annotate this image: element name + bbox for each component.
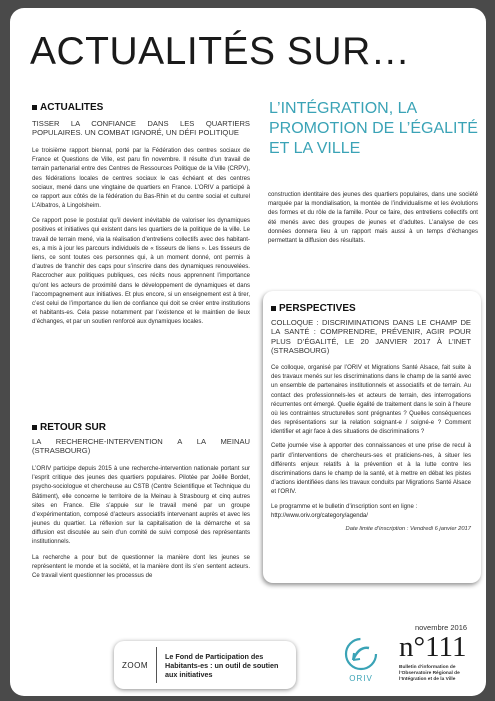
issue-month: novembre 2016 <box>414 623 468 632</box>
registration-deadline: Date limite d’inscription : Vendredi 6 janvier 2017 <box>345 525 471 532</box>
actualites-heading <box>32 102 250 113</box>
continuation-paragraph: construction identitaire des jeunes des quartiers populaires, dans une société marquée par la mondialisation, la montée de l’individualisme et les évolutions des formes et du rôle de la famille. Pour ce faire, des entretiens collectifs ont été menés avec des groupes de jeunes et d’adultes. L’analyse de ces données donnera lieu à un rapport mais aussi à un temps d’échanges permettant la diffusion des résultats. <box>268 192 478 244</box>
actualites-heading-label: ACTUALITES <box>40 102 104 113</box>
issue-info <box>399 623 483 684</box>
issue-number: n°111 <box>399 631 467 663</box>
actualites-paragraph-1: Le troisième rapport biennal, porté par la Fédération des centres sociaux de France et Questions de Ville, est paru fin novembre. Il résulte d’un travail de terrain partenarial entre des Centres de Ressources Politique de la Ville (CRPV), des fédérations locales de centres sociaux le cas échéant et des centres sociaux, mené dans une vingtaine de quartiers en France. L’ORIV a participé à ce rapport aux côtés de la fédération du Bas-Rhin et du centre social et culturel L’Albatros, à Lingolsheim. <box>32 147 250 210</box>
zoom-box <box>114 641 296 689</box>
actualites-section <box>32 102 250 334</box>
perspectives-heading-label: PERSPECTIVES <box>279 303 356 314</box>
agenda-link[interactable]: http://www.oriv.org/category/agenda/ <box>271 512 368 519</box>
bullet-square-icon <box>32 425 37 430</box>
zoom-divider <box>156 647 157 683</box>
perspectives-subheading: COLLOQUE : DISCRIMINATIONS DANS LE CHAMP DE LA SANTÉ : COMPRENDRE, PRÉVENIR, AGIR POUR PLUS D’ÉGALITÉ, LE 20 JANVIER 2017 À L’INET (STRASBOURG) <box>271 318 471 356</box>
oriv-logo <box>333 634 389 692</box>
program-text: Le programme et le bulletin d’inscription sont en ligne : <box>271 503 418 510</box>
retour-heading-label: RETOUR SUR <box>40 422 106 433</box>
perspectives-paragraph-3 <box>271 503 471 521</box>
retour-heading <box>32 422 250 433</box>
perspectives-paragraph-1: Ce colloque, organisé par l’ORIV et Migrations Santé Alsace, fait suite à des travaux menés sur les discriminations dans le champ de la santé avec un ensemble de partenaires institutionnels et associatifs et de terrain. Au contact des professionnels-les et acteurs de terrain, des interrogations récurrentes ont émergé. Quelle égalité de traitement dans le soin à l’heure où les contraintes structurelles sont prégnantes ? Quelles conséquences des représentations sur la relation soignant-e / soigné-e ? Comment identifier et agir face à des situations de discriminations ? <box>271 364 471 436</box>
actualites-paragraph-2: Ce rapport pose le postulat qu’il devient inévitable de valoriser les dynamiques positives et initiatives qui existent dans les quartiers de la politique de la ville. Le travail de terrain mené, via la réalisation d’entretiens collectifs avec des habitant-es, a mis à jour les parcours individuels de « tisseurs de liens ». Les tisseurs de liens, ce sont toutes ces personnes qui, à un moment donné, ont permis à d’autres de franchir des caps pour s’inscrire dans des dynamiques renouvelées. Raccrocher aux politiques publiques, ces récits nous apprennent l’importance qu’ont les acteurs de proximité dans le développement de dynamiques et dans l’accompagnement aux initiatives. Et plus encore, si un enseignement est à tirer, c’est celui de l’importance du lien de confiance qui doit se créer entre institutions et habitants-es. Cela passe notamment par l’existence et le maintien de lieux d’échanges, et par un soutien renforcé aux dynamiques locales. <box>32 218 250 326</box>
actualites-subheading: TISSER LA CONFIANCE DANS LES QUARTIERS POPULAIRES. UN COMBAT IGNORÉ, UN DÉFI POLITIQUE <box>32 119 250 138</box>
zoom-label: ZOOM <box>122 660 148 670</box>
retour-paragraph-2: La recherche a pour but de questionner la manière dont les jeunes se représentent le monde et la société, et la manière dont ils s’en sentent acteurs. Ce travail vient questionner les processus de <box>32 554 250 580</box>
continuation-text <box>268 191 478 252</box>
issue-description: Bulletin d’information de l’Observatoire Régional de l’Intégration et de la Ville <box>399 665 460 683</box>
bullet-square-icon <box>32 105 37 110</box>
retour-subheading: LA RECHERCHE-INTERVENTION A LA MEINAU (STRASBOURG) <box>32 437 250 456</box>
perspectives-box <box>263 291 481 583</box>
zoom-title: Le Fond de Participation des Habitants-es : un outil de soutien aux initiatives <box>165 651 279 679</box>
integration-heading: L’INTÉGRATION, LA PROMOTION DE L’ÉGALITÉ ET LA VILLE <box>269 100 478 158</box>
logo-wordmark: ORIV <box>349 674 373 683</box>
retour-paragraph-1: L’ORIV participe depuis 2015 à une recherche-intervention nationale portant sur l’esprit critique des jeunes des quartiers populaires. Pilotée par Joëlle Bordet, psycho-sociologue et chercheuse au CSTB (Centre Scientifique et Technique du Bâtiment), elle concerne le territoire de la Meinau à Strasbourg et cinq autres sites en France. Elle s’appuie sur le travail mené par un groupe d’expérimentation, composé d’acteurs associatifs intervenant auprès et avec les jeunes du quartier. La réflexion sur la capitalisation de la démarche et sa diffusion est discutée au sein d’un comité de suivi composé des représentants institutionnels. <box>32 465 250 546</box>
bullet-square-icon <box>271 306 276 311</box>
perspectives-paragraph-2: Cette journée vise à apporter des connaissances et une prise de recul à partir d’interventions de chercheurs-ses et praticiens-nes, à situer les différents enjeux relatifs à la prévention et à la lutte contre les discriminations dans le champ de la santé, et à mettre en débat les pistes d’actions identifiées dans les travaux conduits par Migrations Santé Alsace et l’ORIV. <box>271 443 471 496</box>
oriv-swirl-logo-icon <box>333 634 389 674</box>
page-title: ACTUALITÉS SUR… <box>30 30 411 73</box>
perspectives-heading <box>271 303 471 314</box>
retour-section <box>32 422 250 587</box>
newsletter-page <box>10 8 486 696</box>
